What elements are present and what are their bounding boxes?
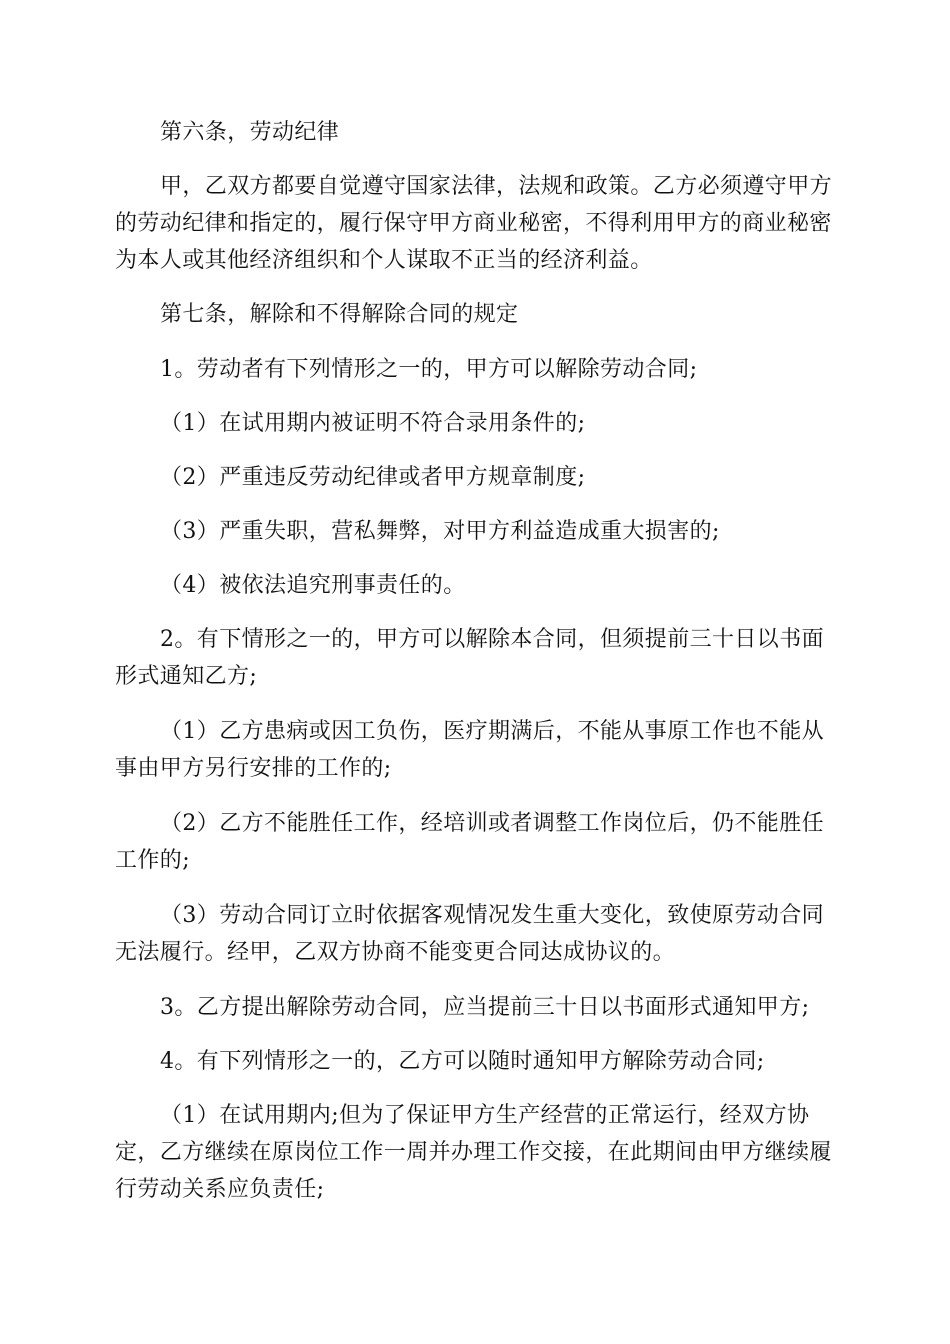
clause-1-item-2: （2）严重违反劳动纪律或者甲方规章制度;: [160, 465, 586, 490]
clause-2: 2。有下情形之一的，甲方可以解除本合同，但须提前三十日以书面形式通知乙方;: [115, 627, 824, 689]
article-6-heading: 第六条，劳动纪律: [160, 120, 340, 145]
article-6-body: 甲，乙双方都要自觉遵守国家法律，法规和政策。乙方必须遵守甲方的劳动纪律和指定的，履行保守甲方商业秘密，不得利用甲方的商业秘密为本人或其他经济组织和个人谋取不正当的经济利益。: [115, 174, 833, 273]
clause-4-item-1: （1）在试用期内;但为了保证甲方生产经营的正常运行，经双方协定，乙方继续在原岗位工作一周并办理工作交接，在此期间由甲方继续履行劳动关系应负责任;: [115, 1103, 832, 1202]
article-7-heading: 第七条，解除和不得解除合同的规定: [160, 302, 519, 327]
clause-1-item-4: （4）被依法追究刑事责任的。: [160, 573, 466, 598]
clause-1: 1。劳动者有下列情形之一的，甲方可以解除劳动合同;: [160, 357, 698, 382]
clause-1-item-1: （1）在试用期内被证明不符合录用条件的;: [160, 411, 586, 436]
clause-2-item-1: （1）乙方患病或因工负伤，医疗期满后，不能从事原工作也不能从事由甲方另行安排的工作的;: [115, 719, 824, 781]
clause-3: 3。乙方提出解除劳动合同，应当提前三十日以书面形式通知甲方;: [160, 995, 810, 1020]
clause-2-item-2: （2）乙方不能胜任工作，经培训或者调整工作岗位后，仍不能胜任工作的;: [115, 811, 824, 873]
clause-4: 4。有下列情形之一的，乙方可以随时通知甲方解除劳动合同;: [160, 1049, 765, 1074]
clause-1-item-3: （3）严重失职，营私舞弊，对甲方利益造成重大损害的;: [160, 519, 720, 544]
clause-2-item-3: （3）劳动合同订立时依据客观情况发生重大变化，致使原劳动合同无法履行。经甲，乙双方协商不能变更合同达成协议的。: [115, 903, 824, 965]
